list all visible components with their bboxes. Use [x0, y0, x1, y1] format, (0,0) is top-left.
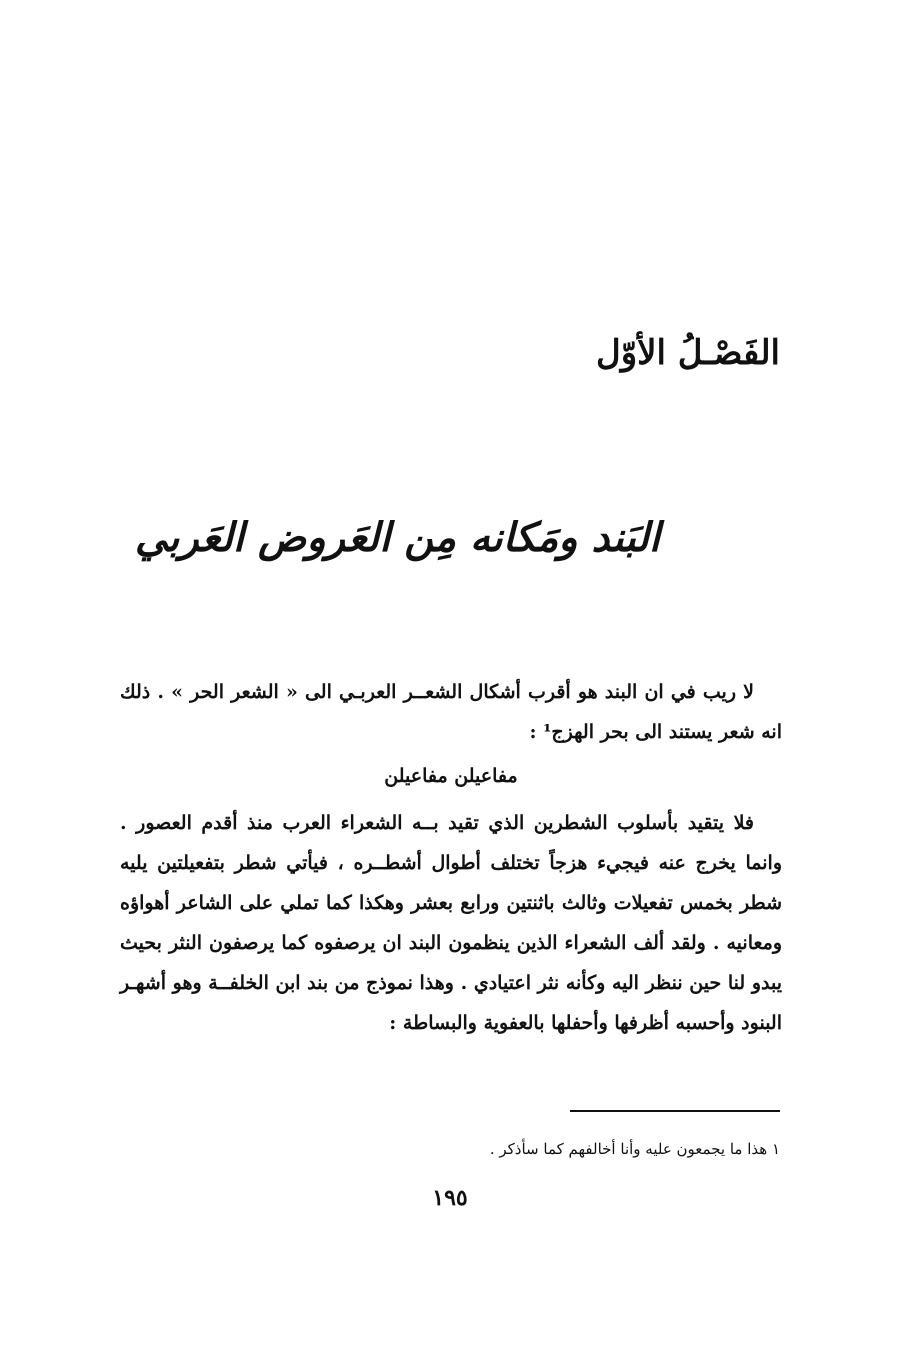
- page-number: ١٩٥: [432, 1185, 468, 1211]
- chapter-title: البَند ومَكانه مِن العَروض العَربي: [134, 514, 660, 561]
- footnote: ١ هذا ما يجمعون عليه وأنا أخالفهم كما سأذكر .: [489, 1140, 780, 1158]
- verse-line: مفاعيلن مفاعيلن: [384, 765, 518, 787]
- paragraph-2-text: فلا يتقيد بأسلوب الشطرين الذي تقيد بــه الشعراء العرب منذ أقدم العصور . وانما يخرج عنه فيجيء هزجاً تختلف أطوال أشطــره ، فيأتي شطر بتفعيلتين يليه شطر بخمس تفعيلات وثالث باثنتين ورابع بعشر وهكذا كما تملي على الشاعر أهواؤه ومعانيه . ولقد ألف الشعراء الذين ينظمون البند ان يرصفوه كما يرصفون النثر بحيث يبدو لنا حين ننظر اليه وكأنه نثر اعتيادي . وهذا نموذج من بند ابن الخلفــة وهو أشهـر البنود وأحسبه أظرفها وأحفلها بالعفوية والبساطة :: [120, 812, 782, 1034]
- paragraph-2: [120, 803, 782, 1043]
- chapter-heading: الفَصْـلُ الأوّل: [596, 333, 780, 373]
- paragraph-1: [120, 672, 782, 752]
- paragraph-1-text: لا ريب في ان البند هو أقرب أشكال الشعــر العربـي الى « الشعر الحر » . ذلك انه شعر يستند الى بحر الهزج¹ :: [120, 681, 782, 743]
- footnote-divider: [570, 1110, 780, 1112]
